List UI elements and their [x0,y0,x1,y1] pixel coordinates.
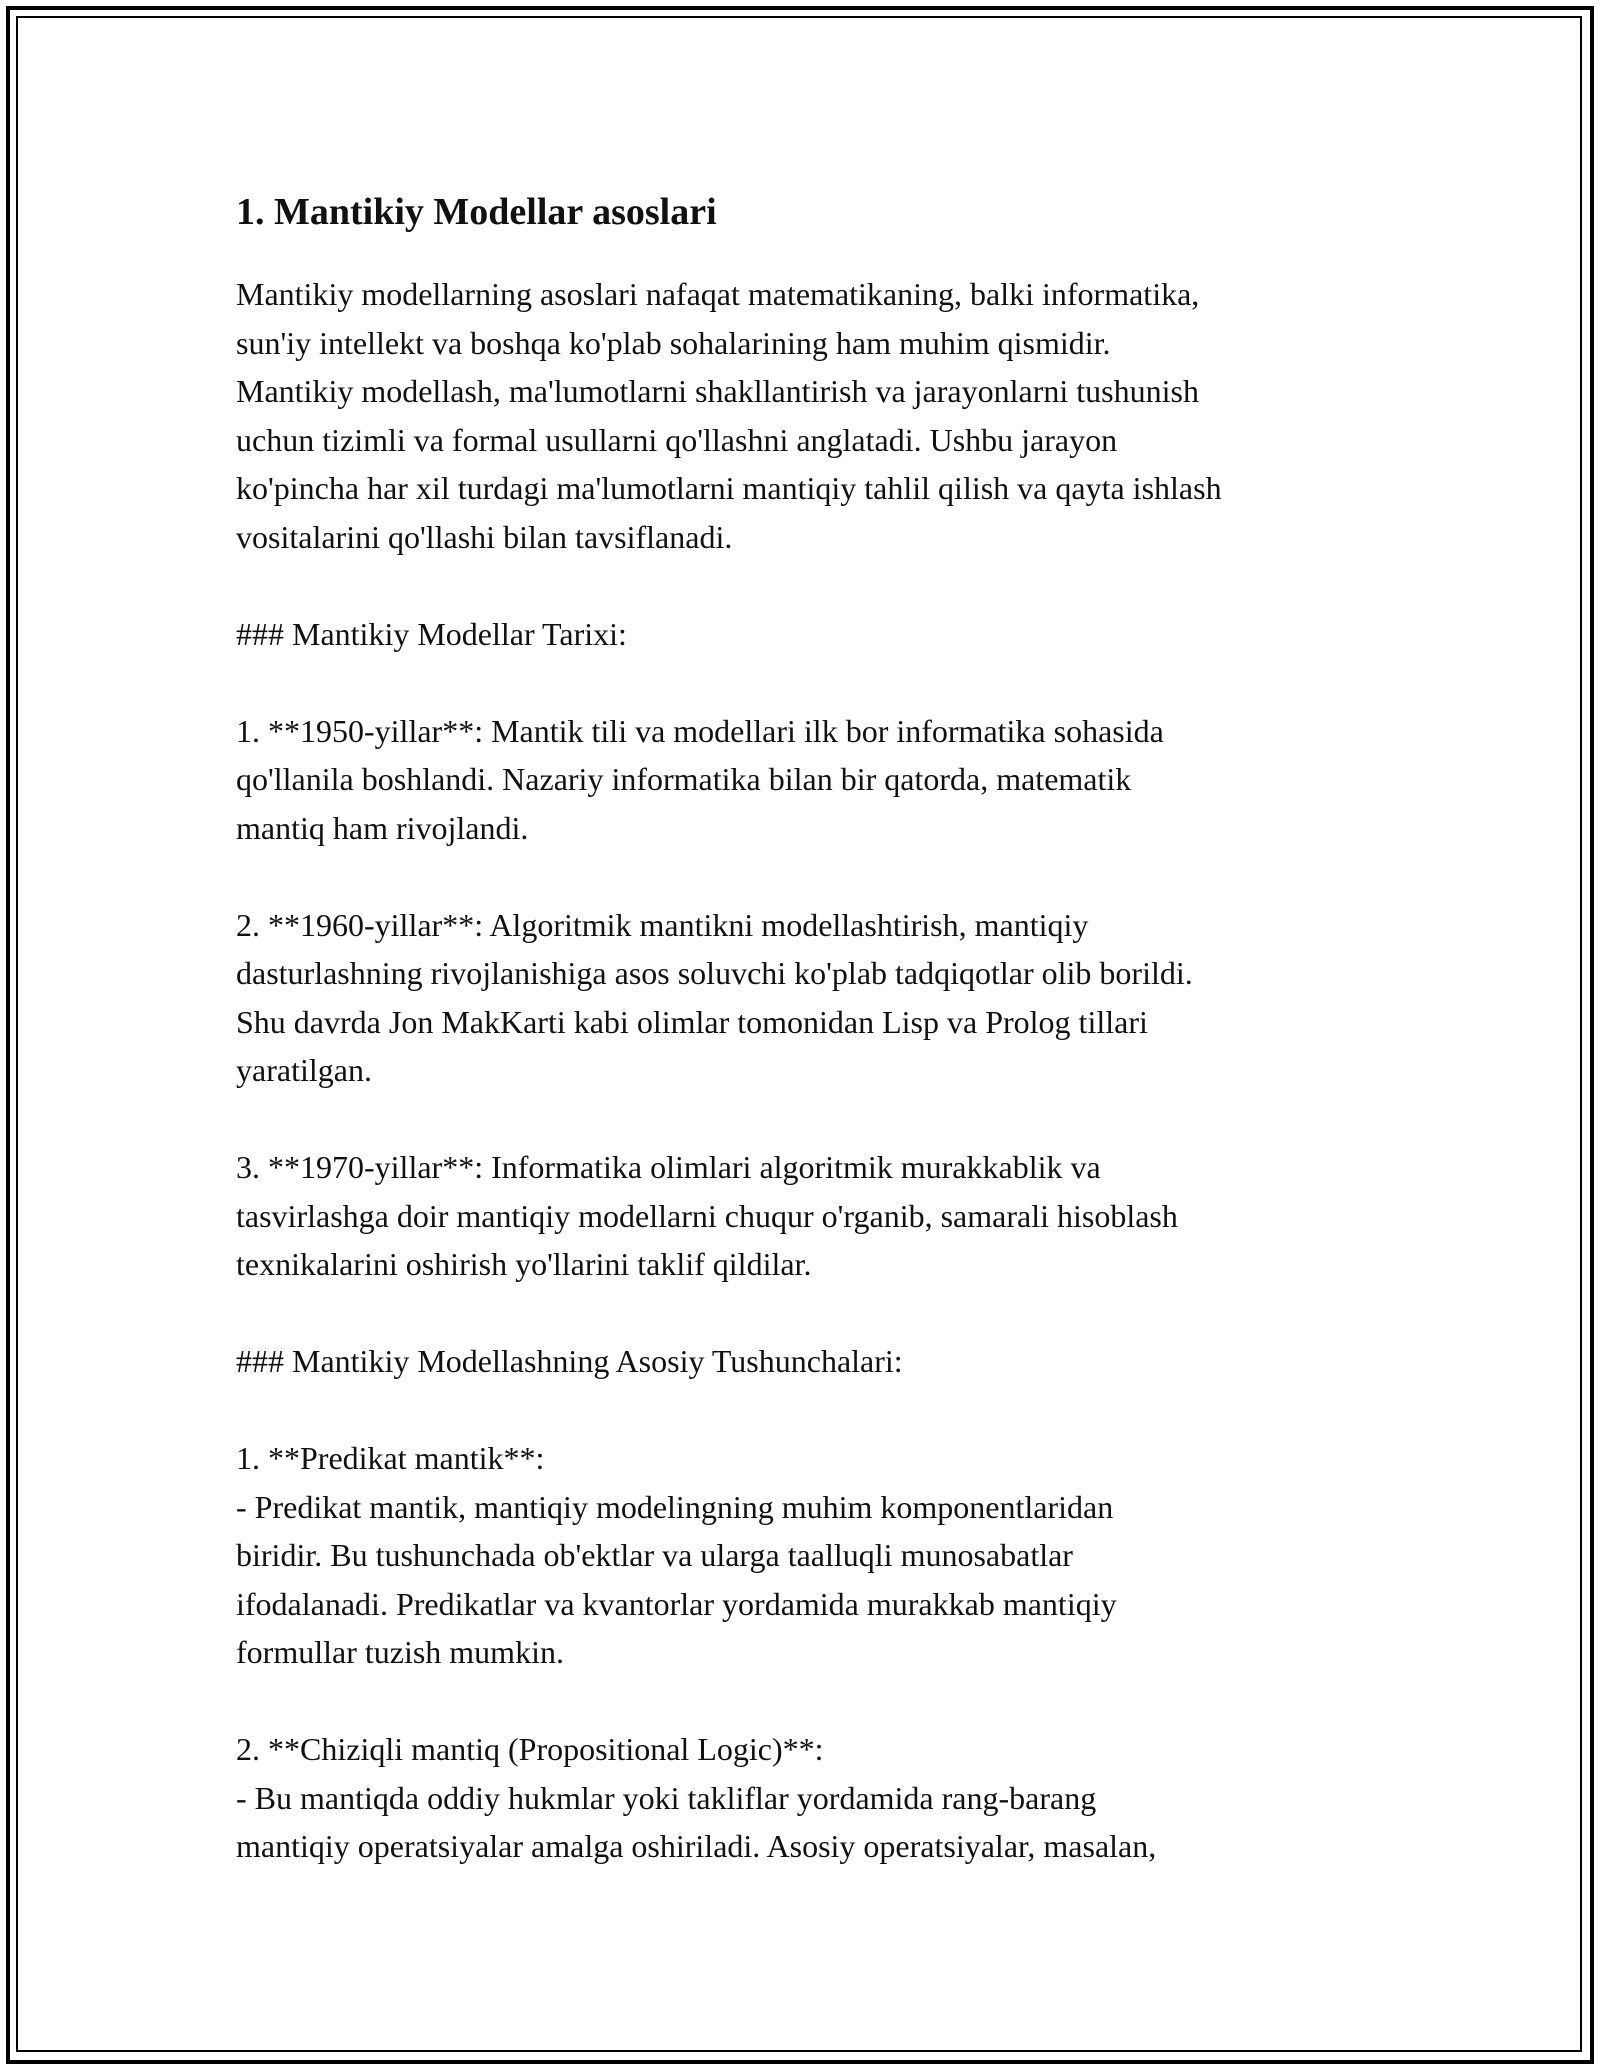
paragraph-gap [236,1386,1416,1435]
paragraph-gap [236,852,1416,901]
intro-paragraph: Mantikiy modellarning asoslari nafaqat matematikaning, balki informatika, sun'iy intellekt va boshqa ko'plab sohalarining ham muhim qismidir. Mantikiy modellash, ma'lumotlarni shakllantirish va jarayonlarni tushunish uchun tizimli va formal usullarni qo'llashni anglatadi. Ushbu jarayon ko'pincha har xil turdagi ma'lumotlarni mantiqiy tahlil qilish va qayta ishlash vositalarini qo'llashi bilan tavsiflanadi. [236,276,1222,555]
concepts-heading: ### Mantikiy Modellashning Asosiy Tushunchalari: [236,1343,903,1379]
concept-item-propositional-logic: 2. **Chiziqli mantiq (Propositional Logic)**: - Bu mantiqda oddiy hukmlar yoki takliflar yordamida rang-barang mantiqiy operatsiyalar amalga oshiriladi. Asosiy operatsiyalar, masalan, [236,1731,1157,1864]
paragraph-gap [236,1289,1416,1338]
history-item-1960: 2. **1960-yillar**: Algoritmik mantikni modellashtirish, mantiqiy dasturlashning rivojlanishiga asos soluvchi ko'plab tadqiqotlar olib borildi. Shu davrda Jon MakKarti kabi olimlar tomonidan Lisp va Prolog tillari yaratilgan. [236,906,1193,1088]
document-body [236,184,1416,1871]
paragraph-gap [236,561,1416,610]
history-item-1970: 3. **1970-yillar**: Informatika olimlari algoritmik murakkablik va tasvirlashga doir mantiqiy modellarni chuqur o'rganib, samarali hisoblash texnikalarini oshirish yo'llarini taklif qildilar. [236,1149,1178,1282]
history-item-1950: 1. **1950-yillar**: Mantik tili va modellari ilk bor informatika sohasida qo'llanila boshlandi. Nazariy informatika bilan bir qatorda, matematik mantiq ham rivojlandi. [236,712,1164,846]
page-title: 1. Mantikiy Modellar asoslari [236,191,717,233]
paragraph-gap [236,1095,1416,1144]
paragraph-gap [236,658,1416,707]
concept-item-predicate-logic: 1. **Predikat mantik**: - Predikat mantik, mantiqiy modelingning muhim komponentlaridan biridir. Bu tushunchada ob'ektlar va ularga taalluqli munosabatlar ifodalanadi. Predikatlar va kvantorlar yordamida murakkab mantiqiy formullar tuzish mumkin. [236,1440,1117,1670]
history-heading: ### Mantikiy Modellar Tarixi: [236,615,627,652]
paragraph-gap [236,1677,1416,1726]
